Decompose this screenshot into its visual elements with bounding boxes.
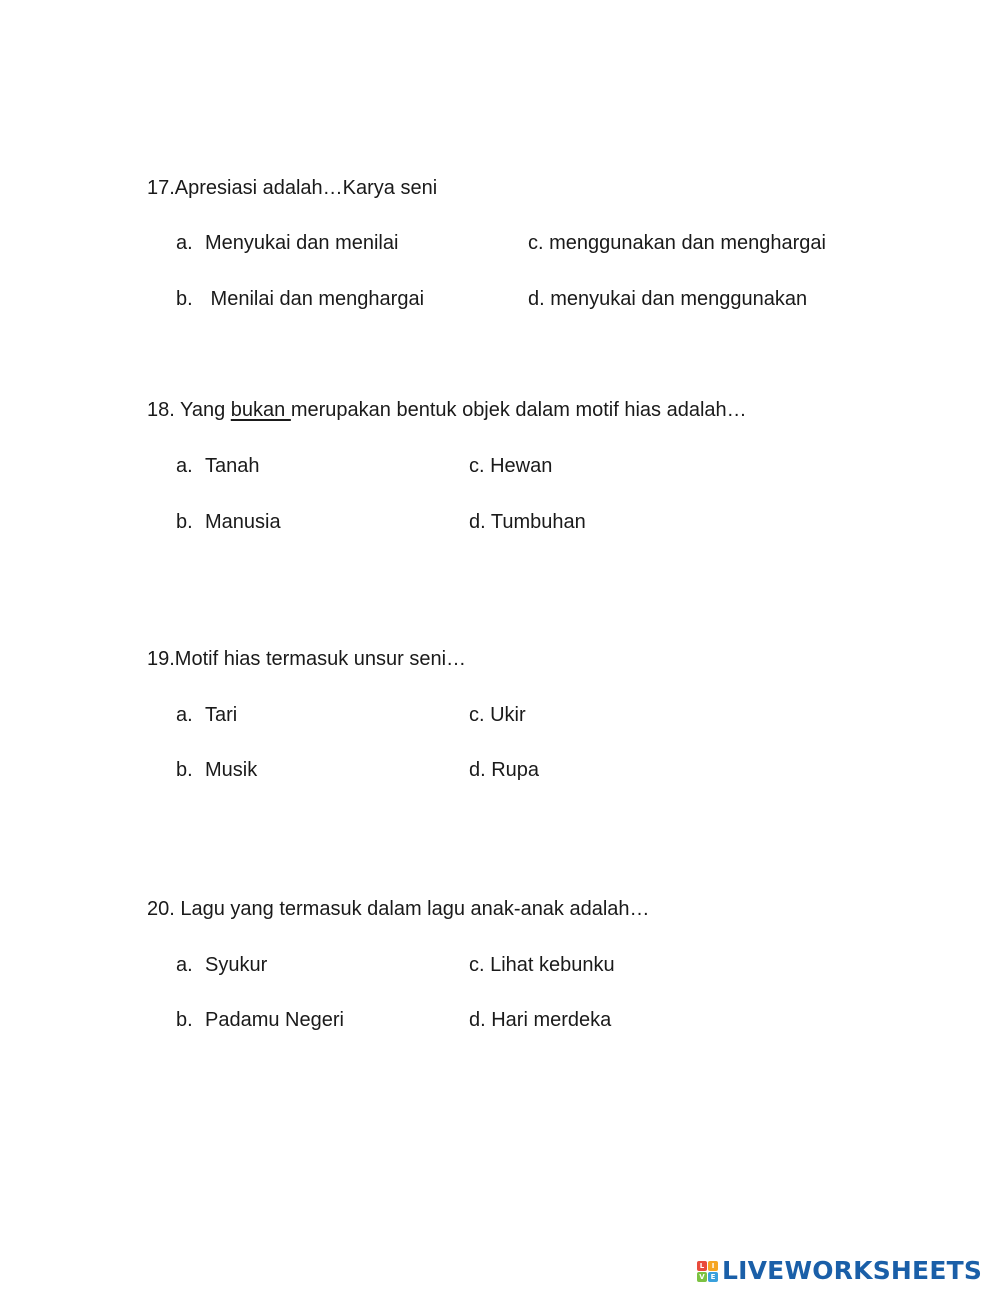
q20-option-a: Syukur: [205, 954, 268, 976]
q18-option-d: d. Tumbuhan: [469, 511, 586, 533]
q18-suffix: merupakan bentuk objek dalam motif hias adalah…: [290, 399, 747, 421]
q20-option-c: c. Lihat kebunku: [469, 954, 615, 976]
q18-option-c: c. Hewan: [469, 455, 553, 477]
q17-option-c: c. menggunakan dan menghargai: [528, 232, 826, 254]
q18-option-b: Manusia: [205, 511, 281, 533]
logo-badge-letter-l: L: [697, 1261, 707, 1271]
q17-option-a-letter: a.: [176, 232, 193, 254]
question-18-text: [147, 398, 747, 422]
q19-option-a-letter: a.: [176, 704, 193, 726]
q19-option-a: Tari: [205, 704, 238, 726]
q18-option-b-letter: b.: [176, 511, 193, 533]
logo-badge-icon: [697, 1261, 718, 1282]
logo-badge-letter-e: E: [708, 1272, 718, 1282]
q20-option-b: Padamu Negeri: [205, 1009, 344, 1031]
logo-badge-letter-v: V: [697, 1272, 707, 1282]
q19-option-b: Musik: [205, 759, 258, 781]
liveworksheets-logo: [697, 1256, 982, 1286]
q18-option-a-letter: a.: [176, 455, 193, 477]
q19-option-d: d. Rupa: [469, 759, 540, 781]
q18-prefix: 18. Yang: [147, 399, 231, 421]
q20-option-a-letter: a.: [176, 954, 193, 976]
logo-badge-letter-i: I: [708, 1261, 718, 1271]
q17-option-b: Menilai dan menghargai: [205, 288, 425, 310]
q17-option-b-letter: b.: [176, 288, 193, 310]
question-19-text: 19.Motif hias termasuk unsur seni…: [147, 648, 467, 670]
q17-option-a: Menyukai dan menilai: [205, 232, 399, 254]
q20-option-d: d. Hari merdeka: [469, 1009, 612, 1031]
q18-option-a: Tanah: [205, 455, 260, 477]
q20-option-b-letter: b.: [176, 1009, 193, 1031]
q19-option-c: c. Ukir: [469, 704, 526, 726]
logo-text: LIVEWORKSHEETS: [722, 1256, 983, 1285]
question-20-text: 20. Lagu yang termasuk dalam lagu anak-anak adalah…: [147, 898, 650, 920]
q19-option-b-letter: b.: [176, 759, 193, 781]
q18-underlined-word: bukan: [230, 399, 291, 421]
q17-option-d: d. menyukai dan menggunakan: [528, 288, 808, 310]
question-17-text: 17.Apresiasi adalah…Karya seni: [147, 177, 438, 199]
